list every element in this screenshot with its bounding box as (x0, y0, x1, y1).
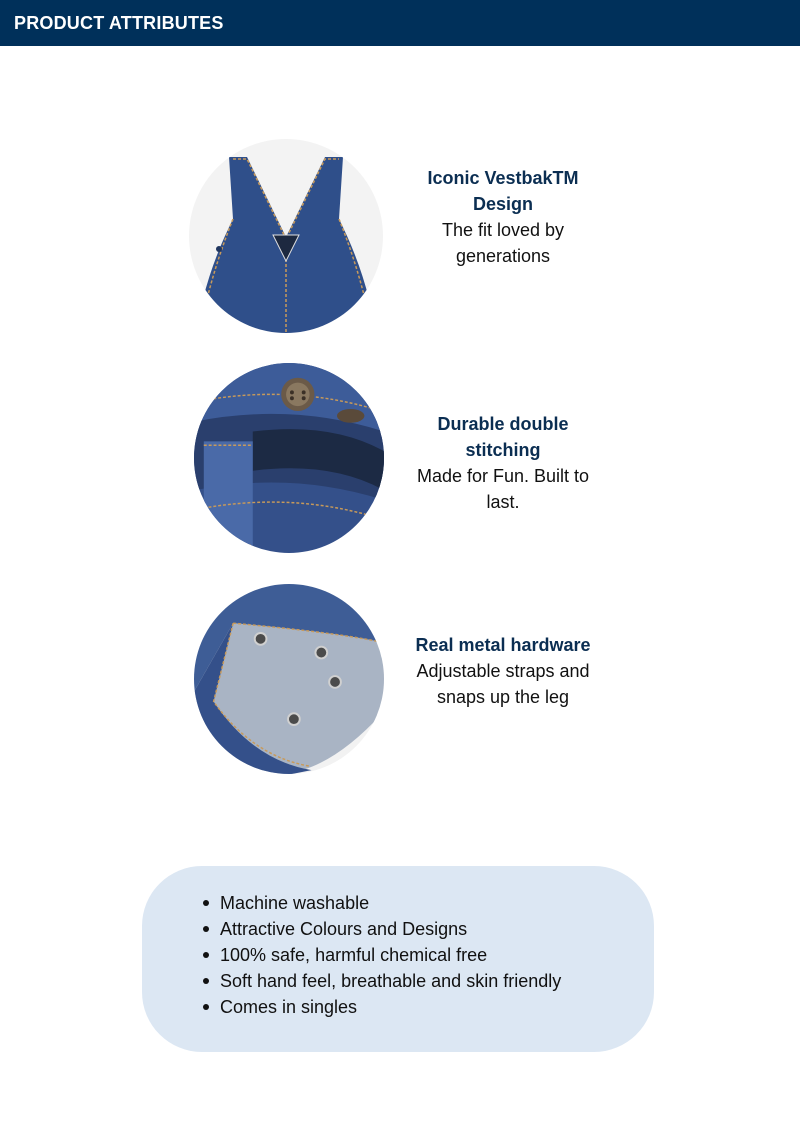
list-item: Soft hand feel, breathable and skin friendly (220, 968, 561, 994)
feature-description: Adjustable straps and snaps up the leg (416, 661, 590, 707)
snap-hardware-photo (194, 584, 384, 774)
features-list (220, 890, 561, 1020)
feature-title: Real metal hardware (415, 635, 591, 655)
feature-description: The fit loved by generations (441, 220, 565, 266)
bullet-icon (203, 952, 209, 958)
feature-description: Made for Fun. Built to last. (416, 466, 590, 512)
header-bar (0, 0, 800, 46)
feature-card-2 (400, 411, 606, 515)
page-title: PRODUCT ATTRIBUTES (14, 12, 224, 33)
list-item: Comes in singles (220, 994, 561, 1020)
feature-title: Durable double stitching (437, 414, 569, 460)
overall-bib-photo (189, 139, 383, 333)
list-item: Machine washable (220, 890, 561, 916)
feature-title: Iconic VestbakTM Design (427, 168, 579, 214)
bullet-icon (203, 978, 209, 984)
bullet-icon (203, 900, 209, 906)
feature-card-3 (400, 632, 606, 710)
feature-card-1 (400, 165, 606, 269)
list-item: Attractive Colours and Designs (220, 916, 561, 942)
bullet-icon (203, 926, 209, 932)
bullet-icon (203, 1004, 209, 1010)
features-summary-box (142, 866, 654, 1052)
button-stitching-photo (194, 363, 384, 553)
list-item: 100% safe, harmful chemical free (220, 942, 561, 968)
